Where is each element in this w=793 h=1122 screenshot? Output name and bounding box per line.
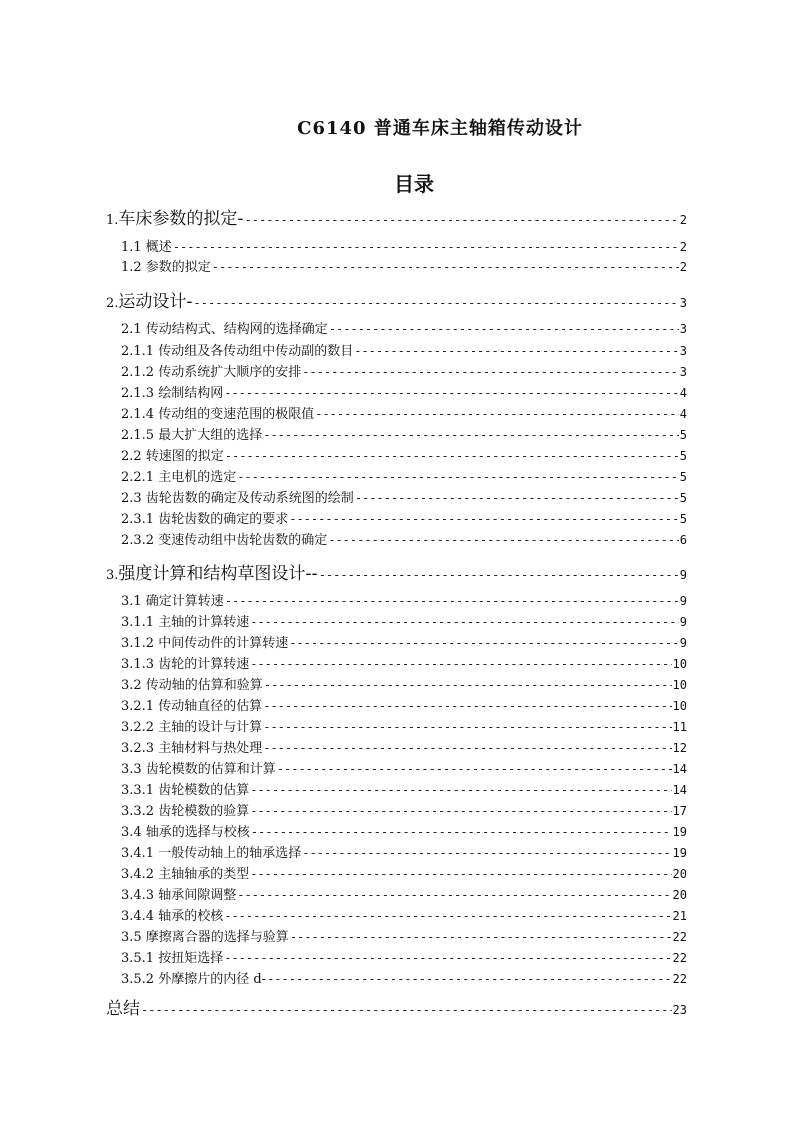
toc-leader-dashes [173,240,679,254]
toc-leader-dashes [245,213,679,227]
toc-entry-label [121,236,172,255]
toc-entry-label [121,424,262,443]
toc-entry[interactable] [121,653,687,672]
toc-entry-label [106,994,140,1019]
toc-entry-label [106,559,318,584]
toc-entry-label [121,653,249,672]
toc-entry[interactable] [121,884,687,903]
toc-entry-page: 20 [672,867,687,881]
toc-entry-text: 3.5.1 按扭矩选择 [121,951,224,966]
toc-entry-text: 3.3 齿轮模数的估算和计算 [121,762,276,777]
toc-leader-dashes [289,512,679,526]
toc-entry-text: 3.4.2 主轴轴承的类型 [121,867,250,882]
toc-entry[interactable] [121,466,687,485]
toc-leader-dashes [250,657,671,671]
toc-entry-page: 3 [679,296,687,310]
toc-entry-page: 22 [672,930,687,944]
toc-entry-text: 3.4.1 一般传动轴上的轴承选择 [121,846,302,861]
toc-entry[interactable] [121,905,687,924]
toc-entry-page: 2 [679,240,687,254]
toc-entry-page: 9 [679,568,687,582]
toc-leader-dashes [302,846,671,860]
toc-entry-text: 3.1.2 中间传动件的计算转速 [121,636,289,651]
toc-entry-text: 3.5.2 外摩擦片的内径 d- [121,972,267,987]
toc-entry-text: 1.1 概述 [121,240,172,255]
toc-entry-label [121,947,223,966]
toc-entry-page: 23 [672,1003,687,1017]
toc-entry-text: 3.4 轴承的选择与校核 [121,825,250,840]
toc-entry[interactable] [106,287,687,312]
toc-entry[interactable] [121,445,687,464]
toc-leader-dashes [354,344,679,358]
document-title: C6140 普通车床主轴箱传动设计 [297,118,583,139]
toc-entry-label [121,926,289,945]
toc-leader-dashes [329,322,679,336]
toc-entry-label [121,800,249,819]
toc-entry-label [121,905,223,924]
toc-entry-label [121,340,353,359]
toc-entry-label [121,884,236,903]
toc-entry[interactable] [121,968,687,987]
toc-entry[interactable] [121,256,687,275]
toc-entry-label [121,466,236,485]
toc-leader-dashes [224,951,671,965]
toc-entry[interactable] [106,559,687,584]
toc-entry[interactable] [121,403,687,422]
toc-entry[interactable] [121,632,687,651]
toc-entry-label [121,821,250,840]
toc-entry-number: 2. [106,296,119,311]
toc-entry-label [121,445,224,464]
toc-entry[interactable] [121,590,687,609]
toc-leader-dashes [141,1003,672,1017]
toc-entry-text: 2.1.4 传动组的变速范围的极限值 [121,407,315,422]
toc-entry-label [121,318,328,337]
toc-entry[interactable] [121,382,687,401]
toc-entry-label [106,204,244,229]
toc-entry-label [121,737,262,756]
toc-entry-label [121,674,263,693]
toc-entry-page: 10 [672,678,687,692]
toc-entry[interactable] [121,318,687,337]
toc-entry-label [121,361,301,380]
toc-entry-label [121,779,249,798]
toc-leader-dashes [224,386,679,400]
toc-leader-dashes [263,699,671,713]
toc-entry[interactable] [121,947,687,966]
toc-entry-page: 9 [679,615,687,629]
toc-entry-page: 5 [679,470,687,484]
toc-entry[interactable] [121,758,687,777]
toc-leader-dashes [225,594,679,608]
toc-entry-text: 1.2 参数的拟定 [121,260,211,275]
toc-entry-label [121,508,288,527]
toc-entry[interactable] [106,994,687,1019]
toc-entry-page: 5 [679,512,687,526]
toc-entry[interactable] [121,674,687,693]
toc-entry-page: 14 [672,762,687,776]
toc-entry-text: 3.3.1 齿轮模数的估算 [121,783,250,798]
toc-entry-text: 2.2.1 主电机的选定 [121,470,237,485]
toc-entry[interactable] [121,737,687,756]
toc-entry-label [121,611,249,630]
toc-entry-text: 2.3.1 齿轮齿数的确定的要求 [121,512,289,527]
toc-entry-text: 2.1 传动结构式、结构网的选择确定 [121,322,328,337]
toc-entry-label [121,487,354,506]
toc-entry-page: 11 [672,720,687,734]
toc-leader-dashes [250,804,671,818]
toc-entry-page: 21 [672,909,687,923]
toc-entry-page: 20 [672,888,687,902]
toc-entry-text: 2.1.5 最大扩大组的选择 [121,428,263,443]
toc-entry-page: 9 [679,594,687,608]
toc-entry-page: 5 [679,449,687,463]
toc-entry-page: 19 [672,825,687,839]
toc-entry-text: 3.5 摩擦离合器的选择与验算 [121,930,289,945]
toc-entry-label [121,863,249,882]
toc-entry-text: 总结 [106,999,140,1019]
toc-entry-page: 19 [672,846,687,860]
toc-entry-text: 2.1.1 传动组及各传动组中传动副的数目 [121,344,354,359]
toc-entry-page: 14 [672,783,687,797]
toc-entry-label [121,403,314,422]
toc-leader-dashes [250,783,671,797]
toc-entry-text: 3.4.4 轴承的校核 [121,909,224,924]
toc-entry-text: 强度计算和结构草图设计-- [118,564,318,584]
toc-entry-label [121,968,266,987]
toc-leader-dashes [328,533,679,547]
toc-entry-page: 12 [672,741,687,755]
toc-entry-page: 6 [679,533,687,547]
toc-entry[interactable] [121,529,687,548]
toc-entry-number: 3. [106,568,119,583]
toc-leader-dashes [212,260,679,274]
toc-entry-text: 3.1 确定计算转速 [121,594,224,609]
toc-entry[interactable] [121,508,687,527]
toc-entry[interactable] [121,716,687,735]
toc-entry-text: 2.1.2 传动系统扩大顺序的安排 [121,365,302,380]
toc-entry[interactable] [121,340,687,359]
toc-entry-page: 2 [679,260,687,274]
toc-entry-text: 3.4.3 轴承间隙调整 [121,888,237,903]
toc-leader-dashes [290,930,672,944]
toc-entry[interactable] [121,800,687,819]
toc-entry[interactable] [121,424,687,443]
toc-entry-text: 车床参数的拟定- [118,209,244,229]
toc-entry-text: 2.3 齿轮齿数的确定及传动系统图的绘制 [121,491,354,506]
toc-entry[interactable] [121,361,687,380]
toc-leader-dashes [224,909,671,923]
toc-entry-text: 3.2.3 主轴材料与热处理 [121,741,263,756]
toc-entry-page: 10 [672,699,687,713]
toc-leader-dashes [289,636,679,650]
toc-leader-dashes [250,867,671,881]
toc-leader-dashes [225,449,679,463]
toc-entry-label [121,716,262,735]
toc-entry-page: 22 [672,972,687,986]
toc-entry-page: 5 [679,491,687,505]
toc-leader-dashes [263,720,671,734]
toc-leader-dashes [277,762,672,776]
toc-leader-dashes [251,825,672,839]
toc-entry-text: 3.2.2 主轴的设计与计算 [121,720,263,735]
toc-entry-label [106,287,193,312]
toc-leader-dashes [267,972,671,986]
toc-entry-page: 9 [679,636,687,650]
toc-entry-text: 3.2.1 传动轴直径的估算 [121,699,263,714]
toc-leader-dashes [237,888,671,902]
toc-entry[interactable] [121,779,687,798]
toc-entry[interactable] [121,926,687,945]
toc-leader-dashes [250,615,679,629]
toc-leader-dashes [355,491,679,505]
toc-entry[interactable] [121,695,687,714]
toc-entry-page: 4 [679,407,687,421]
toc-entry-page: 3 [679,322,687,336]
toc-entry-text: 2.3.2 变速传动组中齿轮齿数的确定 [121,533,328,548]
toc-entry-page: 3 [679,365,687,379]
toc-entry-label [121,758,276,777]
toc-entry-label [121,632,288,651]
toc-entry-label [121,842,301,861]
toc-heading: 目录 [394,172,434,196]
toc-entry-page: 2 [679,213,687,227]
toc-entry-label [121,256,211,275]
toc-entry-text: 2.2 转速图的拟定 [121,449,224,464]
toc-entry-text: 3.1.3 齿轮的计算转速 [121,657,250,672]
toc-entry[interactable] [121,236,687,255]
toc-leader-dashes [319,568,679,582]
toc-entry-page: 22 [672,951,687,965]
toc-leader-dashes [263,741,671,755]
toc-leader-dashes [194,296,679,310]
toc-entry[interactable] [121,821,687,840]
toc-entry-page: 10 [672,657,687,671]
toc-entry-page: 17 [672,804,687,818]
toc-entry[interactable] [121,611,687,630]
toc-entry[interactable] [121,842,687,861]
toc-leader-dashes [264,678,672,692]
toc-entry-label [121,382,223,401]
toc-entry-label [121,695,262,714]
toc-entry-text: 2.1.3 绘制结构网 [121,386,224,401]
toc-entry-text: 运动设计- [118,292,193,312]
toc-entry[interactable] [121,863,687,882]
toc-entry-number: 1. [106,213,119,228]
toc-entry-page: 5 [679,428,687,442]
toc-entry[interactable] [106,204,687,229]
toc-entry-text: 3.3.2 齿轮模数的验算 [121,804,250,819]
toc-entry-label [121,529,327,548]
toc-entry-label [121,590,224,609]
toc-leader-dashes [263,428,679,442]
toc-entry[interactable] [121,487,687,506]
toc-entry-text: 3.2 传动轴的估算和验算 [121,678,263,693]
toc-entry-text: 3.1.1 主轴的计算转速 [121,615,250,630]
toc-entry-page: 3 [679,344,687,358]
toc-leader-dashes [237,470,679,484]
toc-entry-page: 4 [679,386,687,400]
toc-leader-dashes [315,407,679,421]
toc-leader-dashes [302,365,679,379]
